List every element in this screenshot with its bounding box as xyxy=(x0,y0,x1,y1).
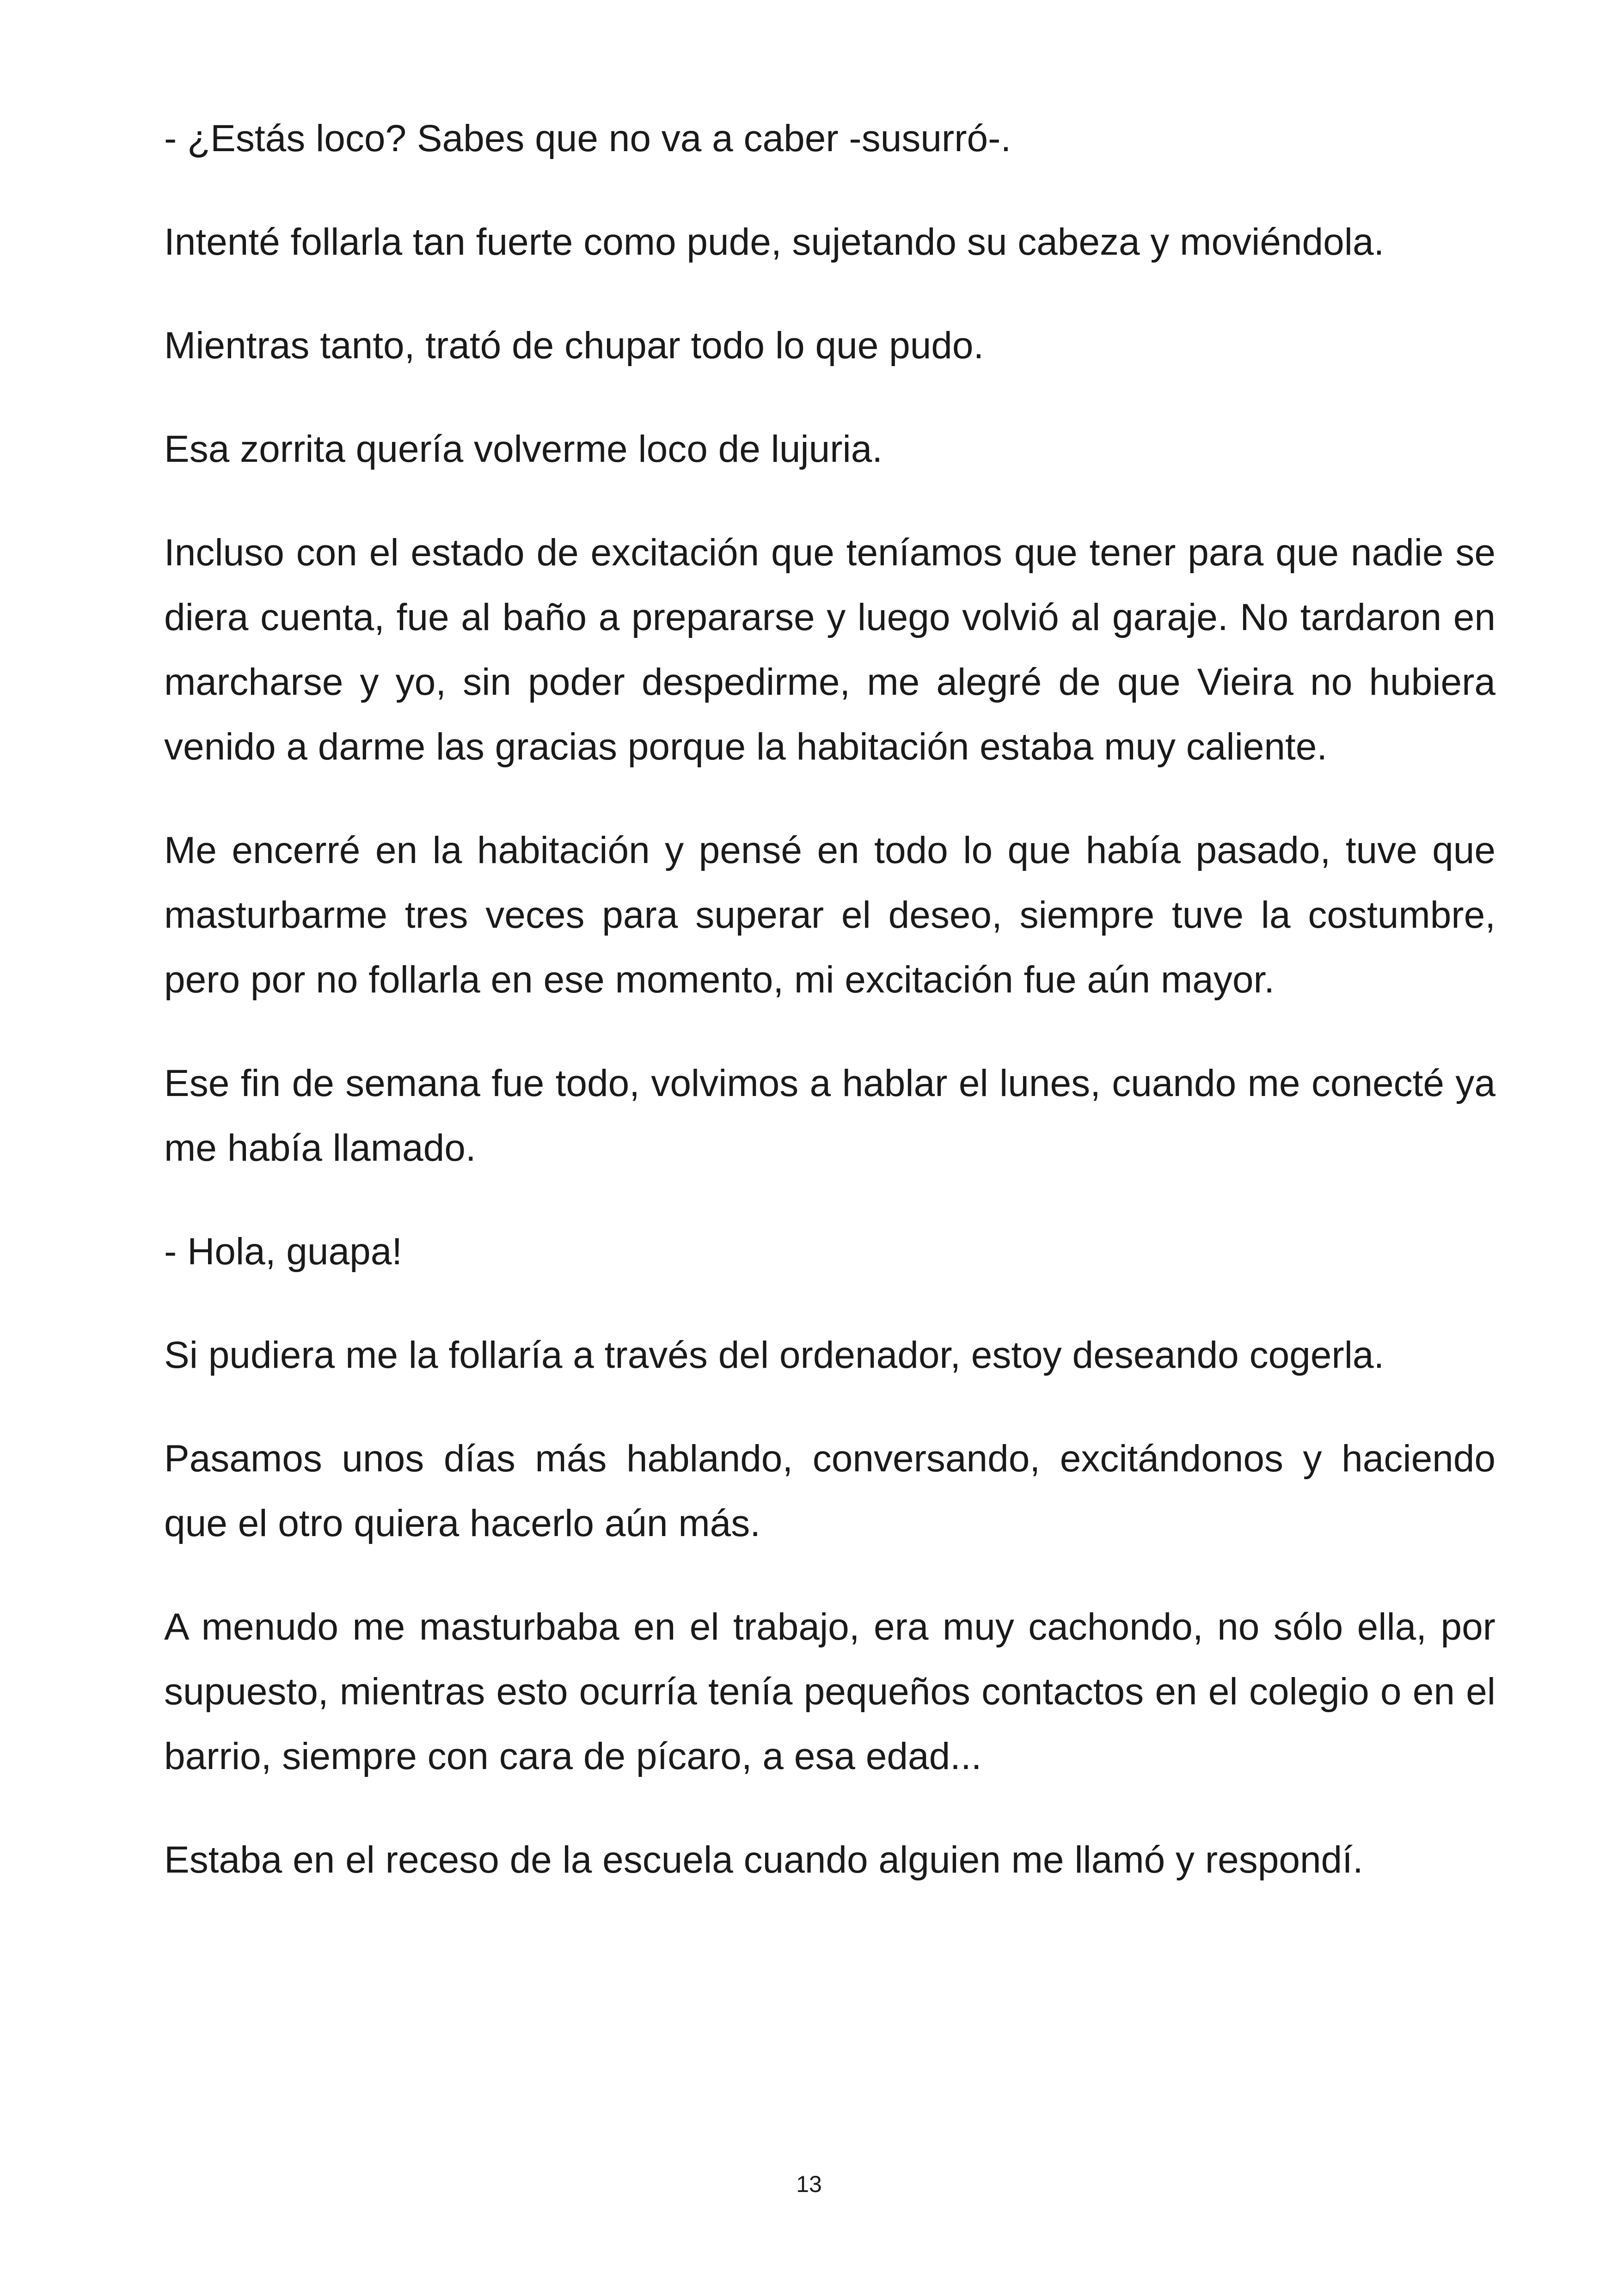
paragraph-5: Incluso con el estado de excitación que teníamos que tener para que nadie se diera cuenta, fue al baño a prepararse y luego volvió al garaje. No tardaron en marcharse y yo, sin poder despedirme, me alegré de que Vieira no hubiera venido a darme las gracias porque la habitación estaba muy caliente. xyxy=(164,532,1495,768)
paragraph-10: Pasamos unos días más hablando, conversando, excitándonos y haciendo que el otro quiera hacerlo aún más. xyxy=(164,1438,1495,1544)
paragraph-1: - ¿Estás loco? Sabes que no va a caber -susurró-. xyxy=(164,117,1011,159)
paragraph-2: Intenté follarla tan fuerte como pude, sujetando su cabeza y moviéndola. xyxy=(164,221,1385,263)
paragraph-8: - Hola, guapa! xyxy=(164,1231,403,1273)
paragraph-12: Estaba en el receso de la escuela cuando alguien me llamó y respondí. xyxy=(164,1839,1363,1881)
paragraph-4: Esa zorrita quería volverme loco de lujuria. xyxy=(164,428,883,470)
paragraph-7: Ese fin de semana fue todo, volvimos a hablar el lunes, cuando me conecté ya me había llamado. xyxy=(164,1062,1495,1169)
body-text xyxy=(164,106,1495,1931)
paragraph-3: Mientras tanto, trató de chupar todo lo que pudo. xyxy=(164,325,984,367)
paragraph-11: A menudo me masturbaba en el trabajo, era muy cachondo, no sólo ella, por supuesto, mientras esto ocurría tenía pequeños contactos en el colegio o en el barrio, siempre con cara de pícaro, a esa edad... xyxy=(164,1606,1495,1777)
paragraph-9: Si pudiera me la follaría a través del ordenador, estoy deseando cogerla. xyxy=(164,1334,1385,1376)
page-number: 13 xyxy=(796,2171,822,2197)
paragraph-6: Me encerré en la habitación y pensé en todo lo que había pasado, tuve que masturbarme tres veces para superar el deseo, siempre tuve la costumbre, pero por no follarla en ese momento, mi excitación fue aún mayor. xyxy=(164,829,1495,1001)
